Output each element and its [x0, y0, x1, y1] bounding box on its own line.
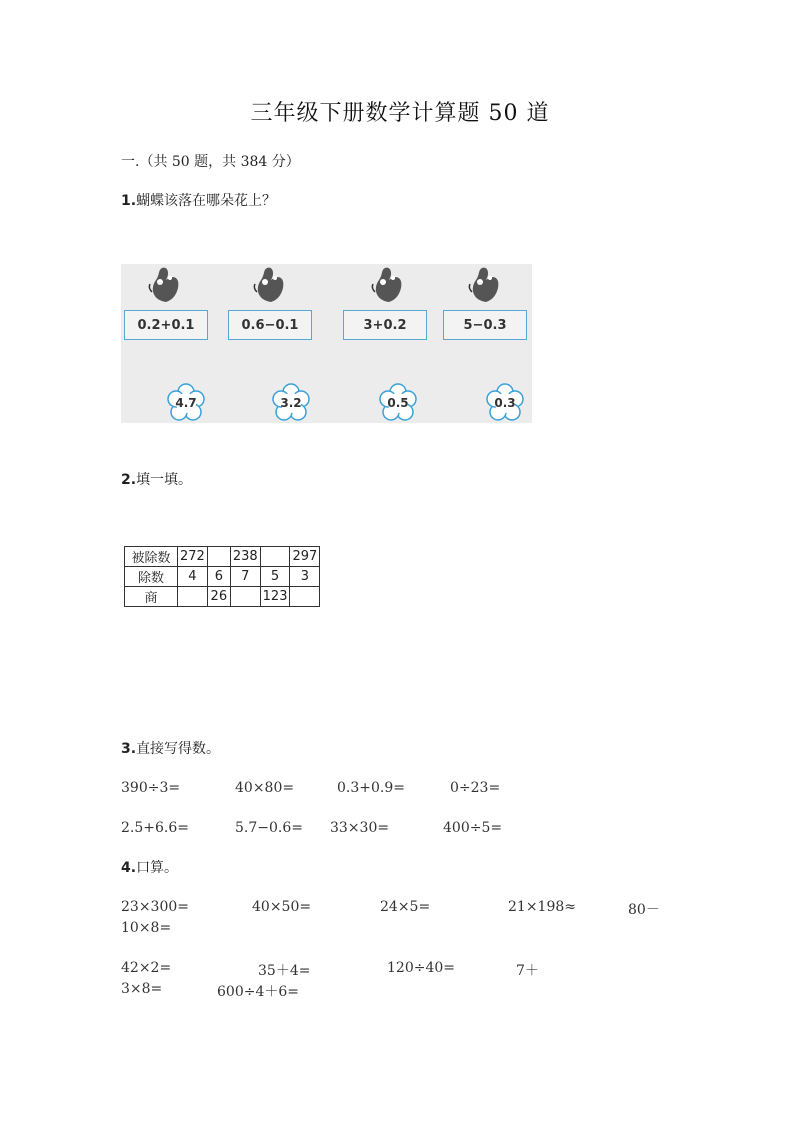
flower-label: 3.2 [280, 396, 302, 410]
table-cell: 3 [290, 567, 320, 587]
problem: 0.3+0.9= [337, 780, 405, 796]
table-cell [178, 587, 208, 607]
butterfly-icon [369, 266, 409, 306]
question-number: 4. [121, 860, 137, 876]
question-1 [121, 190, 276, 210]
butterfly-icon [466, 266, 506, 306]
question-text: 口算。 [136, 860, 179, 876]
table-cell: 272 [178, 547, 208, 567]
table-cell: 4 [178, 567, 208, 587]
table-cell: 123 [260, 587, 290, 607]
problem: 33×30= [330, 820, 390, 836]
section-heading: 一.（共 50 题，共 384 分） [121, 154, 300, 170]
table-row [125, 587, 320, 607]
table-cell [207, 547, 230, 567]
question-text: 蝴蝶该落在哪朵花上？ [136, 193, 277, 209]
flower-label: 4.7 [175, 396, 197, 410]
table-cell: 除数 [125, 567, 178, 587]
question-text: 填一填。 [136, 472, 193, 488]
question-2 [121, 469, 192, 489]
division-table [124, 546, 320, 607]
butterfly-icon [146, 266, 186, 306]
problem: 3×8= [121, 981, 163, 997]
expression-card: 5−0.3 [443, 310, 527, 340]
problem: 5.7−0.6= [235, 820, 303, 836]
question-number: 1. [121, 193, 137, 209]
question-number: 3. [121, 741, 137, 757]
problem: 80－ [628, 902, 660, 918]
page-title: 三年级下册数学计算题 50 道 [250, 101, 550, 126]
problem: 120÷40= [387, 960, 455, 976]
table-cell: 5 [260, 567, 290, 587]
table-cell: 商 [125, 587, 178, 607]
butterfly-flower-picture [121, 264, 532, 423]
problem: 40×50= [252, 899, 312, 915]
expression-card: 0.6−0.1 [228, 310, 312, 340]
table-cell [290, 587, 320, 607]
question-text: 直接写得数。 [136, 741, 221, 757]
question-3 [121, 738, 220, 758]
question-number: 2. [121, 472, 137, 488]
table-cell: 26 [207, 587, 230, 607]
table-cell: 被除数 [125, 547, 178, 567]
table-cell [230, 587, 260, 607]
table-cell: 7 [230, 567, 260, 587]
butterfly-icon [251, 266, 291, 306]
table-cell: 297 [290, 547, 320, 567]
expression-card: 0.2+0.1 [124, 310, 208, 340]
problem: 0÷23= [450, 780, 501, 796]
table-cell [260, 547, 290, 567]
question-4 [121, 857, 178, 877]
problem: 600÷4＋6= [217, 984, 299, 1000]
table-row [125, 567, 320, 587]
problem: 42×2= [121, 960, 172, 976]
flower-label: 0.3 [494, 396, 516, 410]
expression-card: 3+0.2 [343, 310, 427, 340]
problem: 21×198≈ [508, 899, 576, 915]
table-row [125, 547, 320, 567]
table-cell: 6 [207, 567, 230, 587]
problem: 35＋4= [258, 963, 311, 979]
problem: 390÷3= [121, 780, 181, 796]
table-cell: 238 [230, 547, 260, 567]
problem: 7＋ [516, 963, 539, 979]
problem: 10×8= [121, 920, 172, 936]
problem: 24×5= [380, 899, 431, 915]
problem: 23×300= [121, 899, 189, 915]
flower-label: 0.5 [387, 396, 409, 410]
problem: 400÷5= [443, 820, 503, 836]
problem: 2.5+6.6= [121, 820, 189, 836]
problem: 40×80= [235, 780, 295, 796]
